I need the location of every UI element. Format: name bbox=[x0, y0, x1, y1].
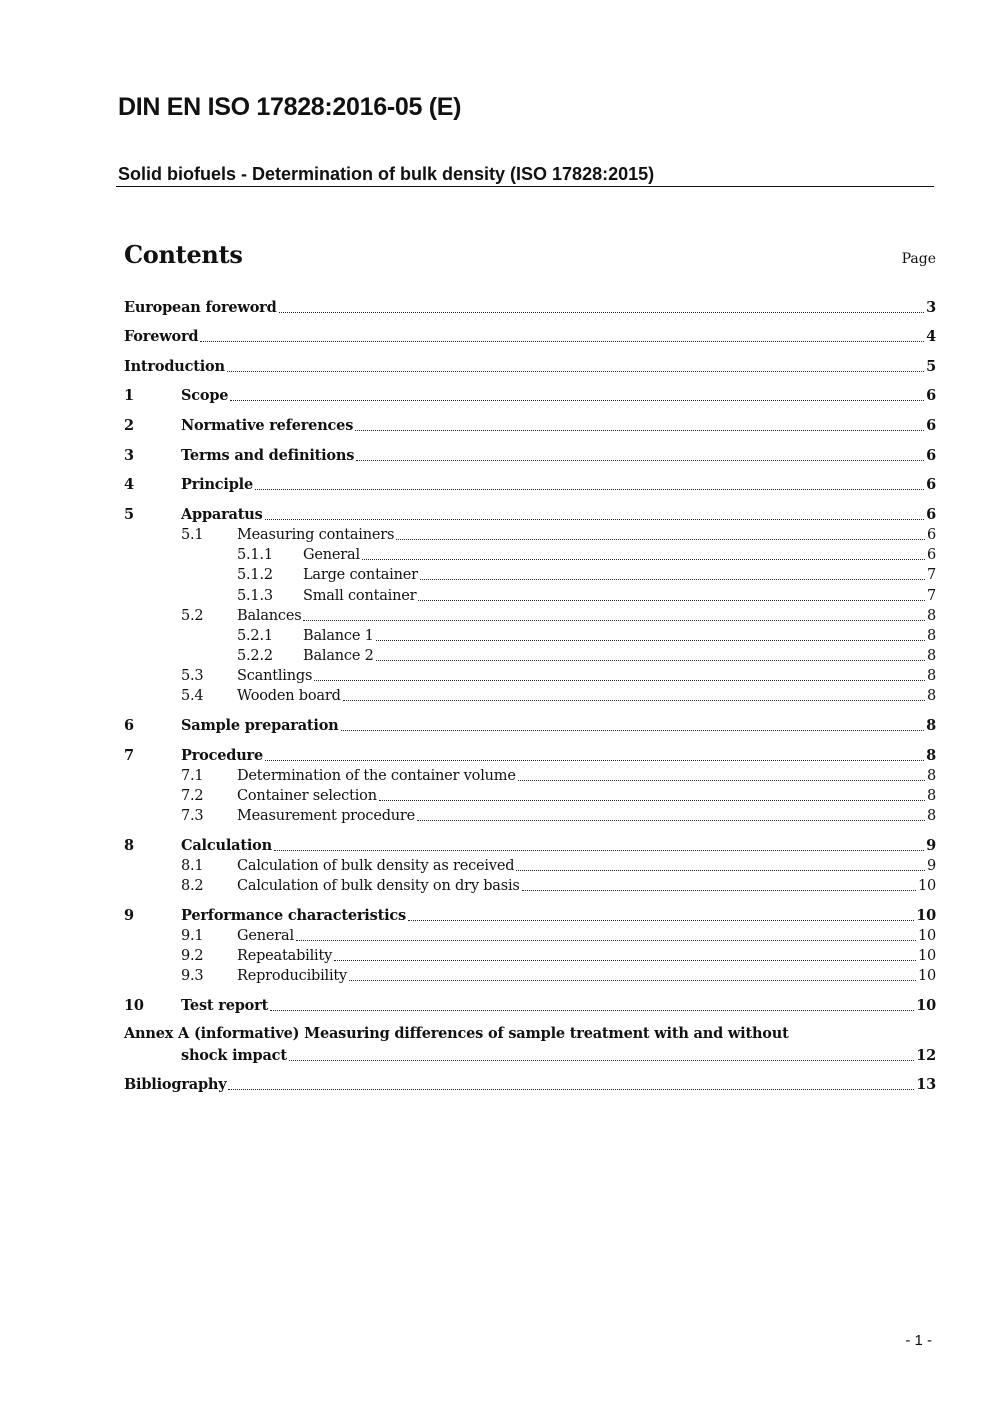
toc-entry-number: 5.3 bbox=[181, 668, 204, 684]
toc-dot-leader bbox=[314, 676, 925, 681]
toc-dot-leader bbox=[200, 337, 924, 342]
toc-entry-title: Scope bbox=[181, 387, 229, 404]
toc-dot-leader bbox=[379, 796, 925, 801]
toc-dot-leader bbox=[518, 776, 925, 781]
toc-entry-title: Balance 1 bbox=[303, 628, 374, 644]
toc-entry[interactable] bbox=[124, 327, 936, 347]
toc-entry-number: 10 bbox=[124, 997, 144, 1014]
toc-entry[interactable] bbox=[124, 806, 936, 826]
toc-entry-page: 6 bbox=[926, 506, 936, 523]
toc-entry-page: 8 bbox=[926, 688, 936, 704]
toc-entry-page: 10 bbox=[917, 928, 936, 944]
toc-entry-page: 4 bbox=[926, 328, 936, 345]
toc-dot-leader bbox=[279, 308, 925, 313]
toc-entry-title: Normative references bbox=[181, 417, 354, 434]
toc-entry-page: 8 bbox=[926, 747, 936, 764]
toc-entry-title: Calculation of bulk density on dry basis bbox=[237, 878, 520, 894]
toc-entry-page: 5 bbox=[926, 358, 936, 375]
toc-dot-leader bbox=[516, 866, 925, 871]
toc-entry-number: 9.1 bbox=[181, 928, 204, 944]
toc-entry[interactable] bbox=[124, 666, 936, 686]
toc-entry-page: 7 bbox=[926, 588, 936, 604]
toc-dot-leader bbox=[376, 636, 925, 641]
toc-dot-leader bbox=[296, 936, 916, 941]
toc-dot-leader bbox=[230, 396, 924, 401]
toc-entry-page: 6 bbox=[926, 387, 936, 404]
toc-dot-leader bbox=[334, 956, 916, 961]
toc-entry[interactable] bbox=[124, 786, 936, 806]
toc-dot-leader bbox=[255, 485, 924, 490]
toc-entry-title: General bbox=[303, 547, 360, 563]
toc-dot-leader bbox=[303, 616, 925, 621]
toc-entry[interactable] bbox=[124, 298, 936, 318]
toc-entry-number: 9.3 bbox=[181, 968, 204, 984]
toc-entry-page: 7 bbox=[926, 567, 936, 583]
toc-dot-leader bbox=[408, 916, 914, 921]
toc-entry[interactable] bbox=[124, 475, 936, 495]
toc-entry[interactable] bbox=[124, 626, 936, 646]
toc-entry-number: 3 bbox=[124, 447, 134, 464]
toc-dot-leader bbox=[417, 816, 925, 821]
toc-entry-title: Wooden board bbox=[237, 688, 341, 704]
document-title: DIN EN ISO 17828:2016-05 (E) bbox=[118, 93, 462, 121]
annex-a-title-line: Annex A (informative) Measuring differences of sample treatment with and without bbox=[124, 1025, 789, 1042]
toc-dot-leader bbox=[376, 656, 925, 661]
toc-entry-title: General bbox=[237, 928, 294, 944]
toc-entry-page: 8 bbox=[926, 668, 936, 684]
toc-entry-number: 4 bbox=[124, 476, 134, 493]
toc-entry[interactable] bbox=[124, 876, 936, 896]
subtitle-divider bbox=[116, 186, 934, 187]
toc-entry-number: 1 bbox=[124, 387, 134, 404]
toc-dot-leader bbox=[418, 596, 925, 601]
toc-dot-leader bbox=[349, 976, 916, 981]
toc-entry[interactable] bbox=[124, 906, 936, 926]
toc-entry-page: 6 bbox=[926, 476, 936, 493]
toc-entry-number: 5.1.2 bbox=[237, 567, 273, 583]
toc-dot-leader bbox=[227, 367, 924, 372]
toc-entry-page: 10 bbox=[917, 878, 936, 894]
toc-dot-leader bbox=[420, 575, 925, 580]
toc-entry-number: 5.2 bbox=[181, 608, 204, 624]
toc-entry[interactable] bbox=[124, 996, 936, 1016]
toc-entry-number: 2 bbox=[124, 417, 134, 434]
toc-entry-number: 8.2 bbox=[181, 878, 204, 894]
toc-dot-leader bbox=[522, 886, 916, 891]
contents-heading: Contents bbox=[124, 240, 243, 269]
toc-entry-title: Terms and definitions bbox=[181, 447, 355, 464]
toc-entry-page: 8 bbox=[926, 608, 936, 624]
toc-dot-leader bbox=[265, 756, 924, 761]
toc-entry-page: 10 bbox=[917, 948, 936, 964]
toc-entry-page: 13 bbox=[916, 1076, 936, 1093]
toc-dot-leader bbox=[274, 846, 924, 851]
toc-entry-title: Balances bbox=[237, 608, 302, 624]
toc-entry-number: 9.2 bbox=[181, 948, 204, 964]
toc-entry[interactable] bbox=[124, 545, 936, 565]
toc-entry-page: 8 bbox=[926, 788, 936, 804]
toc-dot-leader bbox=[355, 426, 924, 431]
toc-dot-leader bbox=[289, 1056, 914, 1061]
toc-dot-leader bbox=[270, 1006, 914, 1011]
toc-entry-page: 6 bbox=[926, 417, 936, 434]
toc-dot-leader bbox=[228, 1085, 914, 1090]
toc-entry[interactable] bbox=[124, 446, 936, 466]
toc-entry-title: Scantlings bbox=[237, 668, 313, 684]
toc-entry-number: 5.1.1 bbox=[237, 547, 273, 563]
toc-entry[interactable] bbox=[124, 716, 936, 736]
toc-entry-page: 6 bbox=[926, 547, 936, 563]
toc-entry[interactable] bbox=[124, 856, 936, 876]
toc-entry[interactable] bbox=[124, 1075, 936, 1095]
toc-entry[interactable] bbox=[124, 686, 936, 706]
toc-entry-title: Introduction bbox=[124, 358, 225, 375]
toc-dot-leader bbox=[343, 696, 925, 701]
toc-entry-page: 10 bbox=[916, 997, 936, 1014]
toc-entry-title: Calculation of bulk density as received bbox=[237, 858, 515, 874]
toc-entry-title: Performance characteristics bbox=[181, 907, 406, 924]
toc-entry-title: Apparatus bbox=[181, 506, 263, 523]
toc-entry-page: 8 bbox=[926, 628, 936, 644]
toc-entry[interactable] bbox=[124, 416, 936, 436]
toc-entry-number: 6 bbox=[124, 717, 134, 734]
toc-entry-title: Measurement procedure bbox=[237, 808, 416, 824]
toc-entry-page: 9 bbox=[926, 858, 936, 874]
toc-dot-leader bbox=[265, 515, 925, 520]
toc-entry-title: Sample preparation bbox=[181, 717, 339, 734]
toc-entry-title: Balance 2 bbox=[303, 648, 374, 664]
toc-entry[interactable] bbox=[124, 946, 936, 966]
toc-entry-title: Large container bbox=[303, 567, 418, 583]
toc-entry-page: 9 bbox=[926, 837, 936, 854]
page-number: - 1 - bbox=[905, 1332, 932, 1349]
toc-entry-title: Foreword bbox=[124, 328, 199, 345]
toc-entry[interactable] bbox=[124, 565, 936, 585]
toc-entry[interactable] bbox=[124, 966, 936, 986]
toc-entry[interactable] bbox=[124, 386, 936, 406]
toc-entry-page: 8 bbox=[926, 808, 936, 824]
toc-entry-page: 10 bbox=[917, 968, 936, 984]
toc-entry-page: 10 bbox=[916, 907, 936, 924]
toc-entry-number: 8.1 bbox=[181, 858, 204, 874]
toc-entry[interactable] bbox=[124, 746, 936, 766]
toc-entry-title: Test report bbox=[181, 997, 269, 1014]
toc-entry-number: 5.1.3 bbox=[237, 588, 273, 604]
toc-dot-leader bbox=[356, 456, 924, 461]
toc-entry-title: Measuring containers bbox=[237, 527, 395, 543]
toc-entry-number: 7.2 bbox=[181, 788, 204, 804]
document-subtitle: Solid biofuels - Determination of bulk density (ISO 17828:2015) bbox=[118, 164, 655, 184]
toc-entry-number: 5.1 bbox=[181, 527, 204, 543]
toc-entry-title: shock impact bbox=[181, 1047, 287, 1064]
toc-dot-leader bbox=[341, 726, 925, 731]
toc-entry-page: 3 bbox=[926, 299, 936, 316]
toc-entry[interactable] bbox=[124, 606, 936, 626]
toc-entry-title: Principle bbox=[181, 476, 254, 493]
toc-entry[interactable] bbox=[124, 836, 936, 856]
toc-entry[interactable] bbox=[124, 926, 936, 946]
toc-entry[interactable] bbox=[124, 1046, 936, 1066]
toc-entry-title: Calculation bbox=[181, 837, 272, 854]
page-column-label: Page bbox=[901, 251, 936, 267]
toc-entry-number: 5 bbox=[124, 506, 134, 523]
toc-entry[interactable] bbox=[124, 357, 936, 377]
toc-entry-page: 12 bbox=[916, 1047, 936, 1064]
toc-entry-title: Reproducibility bbox=[237, 968, 348, 984]
toc-entry-number: 7.1 bbox=[181, 768, 204, 784]
toc-dot-leader bbox=[396, 535, 925, 540]
toc-entry-title: Determination of the container volume bbox=[237, 768, 516, 784]
toc-entry-number: 9 bbox=[124, 907, 134, 924]
toc-entry-number: 7.3 bbox=[181, 808, 204, 824]
toc-entry-number: 5.2.2 bbox=[237, 648, 273, 664]
toc-entry-page: 8 bbox=[926, 717, 936, 734]
toc-entry[interactable] bbox=[124, 586, 936, 606]
toc-entry-title: European foreword bbox=[124, 299, 277, 316]
toc-entry-number: 5.4 bbox=[181, 688, 204, 704]
toc-entry-page: 6 bbox=[926, 527, 936, 543]
toc-entry-page: 6 bbox=[926, 447, 936, 464]
toc-entry-number: 8 bbox=[124, 837, 134, 854]
toc-entry-title: Bibliography bbox=[124, 1076, 227, 1093]
toc-entry-number: 5.2.1 bbox=[237, 628, 273, 644]
toc-entry[interactable] bbox=[124, 646, 936, 666]
toc-entry-number: 7 bbox=[124, 747, 134, 764]
toc-entry-title: Container selection bbox=[237, 788, 377, 804]
toc-dot-leader bbox=[362, 555, 925, 560]
toc-entry-page: 8 bbox=[926, 648, 936, 664]
toc-entry[interactable] bbox=[124, 505, 936, 525]
toc-entry[interactable] bbox=[124, 766, 936, 786]
toc-entry-page: 8 bbox=[926, 768, 936, 784]
toc-entry-title: Small container bbox=[303, 588, 417, 604]
toc-entry-title: Procedure bbox=[181, 747, 264, 764]
toc-entry-title: Repeatability bbox=[237, 948, 333, 964]
toc-entry[interactable] bbox=[124, 525, 936, 545]
